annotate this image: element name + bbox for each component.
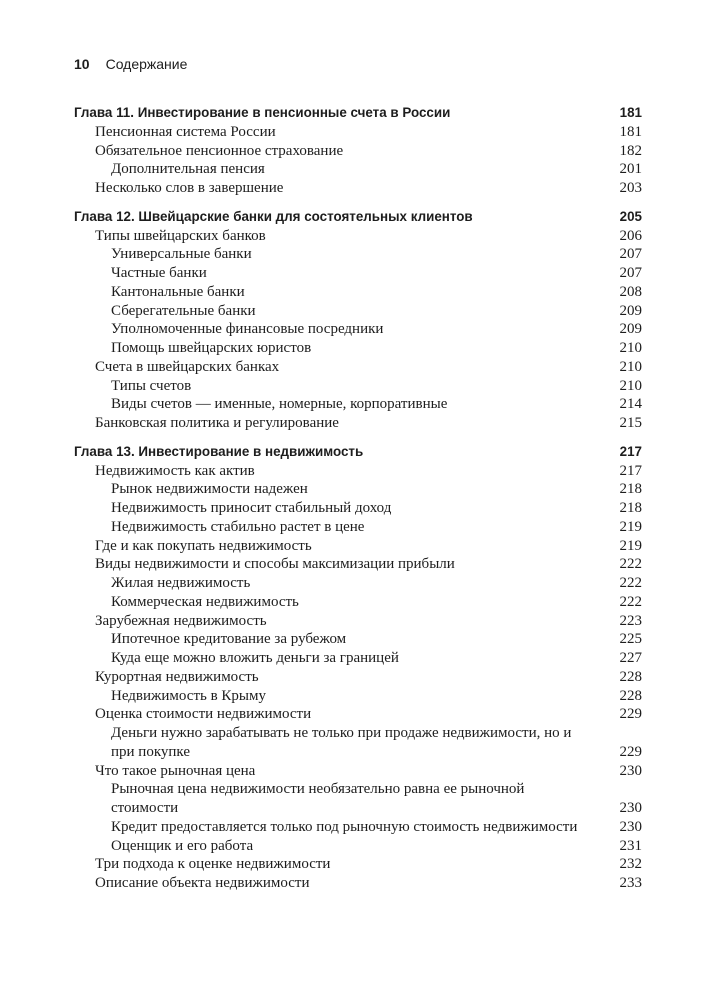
entry-page-number: 233 — [619, 875, 642, 891]
running-head — [74, 55, 187, 73]
toc-entry[interactable] — [74, 649, 642, 668]
entry-page-number: 207 — [619, 246, 642, 263]
toc-entry[interactable] — [74, 123, 642, 142]
entry-page-number: 230 — [619, 762, 642, 779]
entry-page-number: 215 — [619, 415, 642, 431]
entry-page-number: 209 — [619, 302, 642, 319]
entry-page-number: 181 — [619, 123, 642, 140]
toc-entry[interactable] — [74, 687, 642, 706]
entry-title: Курортная недвижимость — [95, 668, 259, 685]
entry-page-number: 203 — [619, 180, 642, 196]
entry-page-number: 222 — [619, 593, 642, 610]
chapter-heading[interactable] — [74, 443, 642, 462]
entry-title: Универсальные банки — [111, 246, 252, 263]
entry-title: Обязательное пенсионное страхование — [95, 142, 344, 159]
entry-title: Типы швейцарских банков — [95, 227, 266, 244]
toc-entry[interactable] — [74, 837, 642, 856]
toc-entry[interactable] — [74, 874, 642, 893]
toc-entry[interactable] — [74, 855, 642, 874]
entry-page-number: 228 — [619, 687, 642, 704]
toc-entry[interactable] — [74, 227, 642, 246]
toc-entry[interactable] — [74, 395, 642, 414]
toc-entry[interactable] — [74, 142, 642, 161]
chapter-block — [74, 208, 642, 433]
entry-page-number: 207 — [619, 265, 642, 281]
chapter-heading[interactable] — [74, 104, 642, 123]
entry-title: Оценка стоимости недвижимости — [95, 706, 312, 723]
toc-entry[interactable] — [74, 555, 642, 574]
chapter-block — [74, 104, 642, 198]
entry-page-number: 210 — [619, 340, 642, 356]
entry-title: Рынок недвижимости надежен — [111, 481, 308, 498]
toc-entry[interactable] — [74, 377, 642, 396]
entry-page-number: 210 — [619, 377, 642, 394]
entry-title: Куда еще можно вложить деньги за границей — [111, 650, 399, 666]
entry-page-number: 225 — [619, 631, 642, 648]
entry-page-number: 210 — [619, 358, 642, 375]
entry-title: Глава 13. Инвестирование в недвижимость — [74, 443, 364, 459]
toc-entry[interactable] — [74, 320, 642, 339]
entry-title: Уполномоченные финансовые посредники — [111, 321, 384, 338]
entry-title: Где и как покупать недвижимость — [95, 537, 312, 554]
entry-page-number: 201 — [619, 161, 642, 178]
entry-page-number: 214 — [619, 396, 642, 413]
entry-page-number: 232 — [619, 856, 642, 873]
entry-page-number: 223 — [619, 612, 642, 629]
entry-page-number: 219 — [619, 518, 642, 535]
entry-title: Сберегательные банки — [111, 302, 256, 319]
entry-page-number: 228 — [619, 668, 642, 685]
entry-page-number: 222 — [619, 556, 642, 573]
entry-page-number: 206 — [619, 227, 642, 244]
entry-page-number: 229 — [619, 706, 642, 723]
toc-entry[interactable] — [74, 302, 642, 321]
entry-page-number: 208 — [619, 283, 642, 300]
table-of-contents — [74, 104, 642, 903]
entry-page-number: 219 — [619, 537, 642, 554]
entry-title: Глава 12. Швейцарские банки для состоятельных клиентов — [74, 208, 473, 224]
entry-title: Помощь швейцарских юристов — [111, 340, 312, 356]
entry-title: Типы счетов — [111, 377, 192, 394]
section-title: Содержание — [105, 56, 188, 72]
toc-entry[interactable] — [74, 668, 642, 687]
entry-title: Недвижимость в Крыму — [111, 687, 267, 704]
entry-title: Недвижимость стабильно растет в цене — [111, 518, 365, 535]
toc-entry[interactable] — [74, 518, 642, 537]
entry-title: Несколько слов в завершение — [95, 180, 284, 196]
toc-entry[interactable] — [74, 818, 642, 837]
entry-title: Глава 11. Инвестирование в пенсионные счета в России — [74, 105, 451, 120]
page-number: 10 — [74, 56, 90, 72]
entry-title: Описание объекта недвижимости — [95, 875, 310, 891]
toc-entry[interactable] — [74, 705, 642, 724]
entry-title: Частные банки — [111, 265, 207, 281]
entry-title: Зарубежная недвижимость — [95, 612, 267, 629]
entry-title: Жилая недвижимость — [111, 575, 251, 591]
toc-entry[interactable] — [74, 160, 642, 179]
entry-title: Недвижимость как актив — [95, 462, 255, 479]
toc-entry[interactable] — [74, 630, 642, 649]
entry-title: Дополнительная пенсия — [111, 161, 265, 178]
toc-entry[interactable] — [74, 593, 642, 612]
toc-entry[interactable] — [74, 339, 642, 358]
toc-entry[interactable] — [74, 179, 642, 198]
entry-title: Коммерческая недвижимость — [111, 593, 299, 610]
entry-page-number: 222 — [619, 575, 642, 591]
entry-page-number: 182 — [619, 142, 642, 159]
entry-title: Кредит предоставляется только под рыночную стоимость недвижимости — [111, 818, 578, 835]
entry-title: Три подхода к оценке недвижимости — [95, 856, 331, 873]
toc-entry[interactable] — [74, 762, 642, 781]
entry-page-number: 205 — [619, 208, 642, 224]
entry-page-number: 227 — [619, 650, 642, 666]
entry-page-number: 209 — [619, 321, 642, 338]
entry-page-number: 217 — [619, 462, 642, 479]
entry-title: Рыночная цена недвижимости необязательно равна ее рыночной стоимости — [111, 781, 525, 816]
toc-entry[interactable] — [74, 612, 642, 631]
entry-title: Банковская политика и регулирование — [95, 415, 339, 431]
toc-entry[interactable] — [74, 537, 642, 556]
toc-entry[interactable] — [74, 724, 642, 762]
toc-entry[interactable] — [74, 499, 642, 518]
entry-page-number: 229 — [619, 743, 642, 760]
entry-page-number: 230 — [619, 800, 642, 816]
toc-entry[interactable] — [74, 462, 642, 481]
entry-page-number: 218 — [619, 481, 642, 498]
toc-entry[interactable] — [74, 264, 642, 283]
entry-title: Счета в швейцарских банках — [95, 358, 280, 375]
entry-page-number: 218 — [619, 500, 642, 516]
chapter-block — [74, 443, 642, 893]
entry-title: Оценщик и его работа — [111, 837, 254, 854]
entry-page-number: 230 — [619, 818, 642, 835]
toc-entry[interactable] — [74, 480, 642, 499]
entry-title: Что такое рыночная цена — [95, 762, 256, 779]
toc-entry[interactable] — [74, 780, 642, 818]
entry-page-number: 181 — [619, 105, 642, 120]
toc-entry[interactable] — [74, 414, 642, 433]
entry-title: Ипотечное кредитование за рубежом — [111, 631, 347, 648]
entry-title: Виды счетов — именные, номерные, корпоративные — [111, 396, 448, 413]
toc-entry[interactable] — [74, 574, 642, 593]
chapter-heading[interactable] — [74, 208, 642, 227]
entry-page-number: 217 — [619, 443, 642, 459]
toc-entry[interactable] — [74, 245, 642, 264]
entry-title: Кантональные банки — [111, 283, 245, 300]
toc-entry[interactable] — [74, 283, 642, 302]
entry-title: Пенсионная система России — [95, 123, 276, 140]
toc-entry[interactable] — [74, 358, 642, 377]
entry-title: Деньги нужно зарабатывать не только при продаже недвижимости, но и при покупке — [111, 725, 572, 760]
entry-page-number: 231 — [619, 837, 642, 854]
entry-title: Виды недвижимости и способы максимизации прибыли — [95, 556, 455, 573]
entry-title: Недвижимость приносит стабильный доход — [111, 500, 392, 516]
